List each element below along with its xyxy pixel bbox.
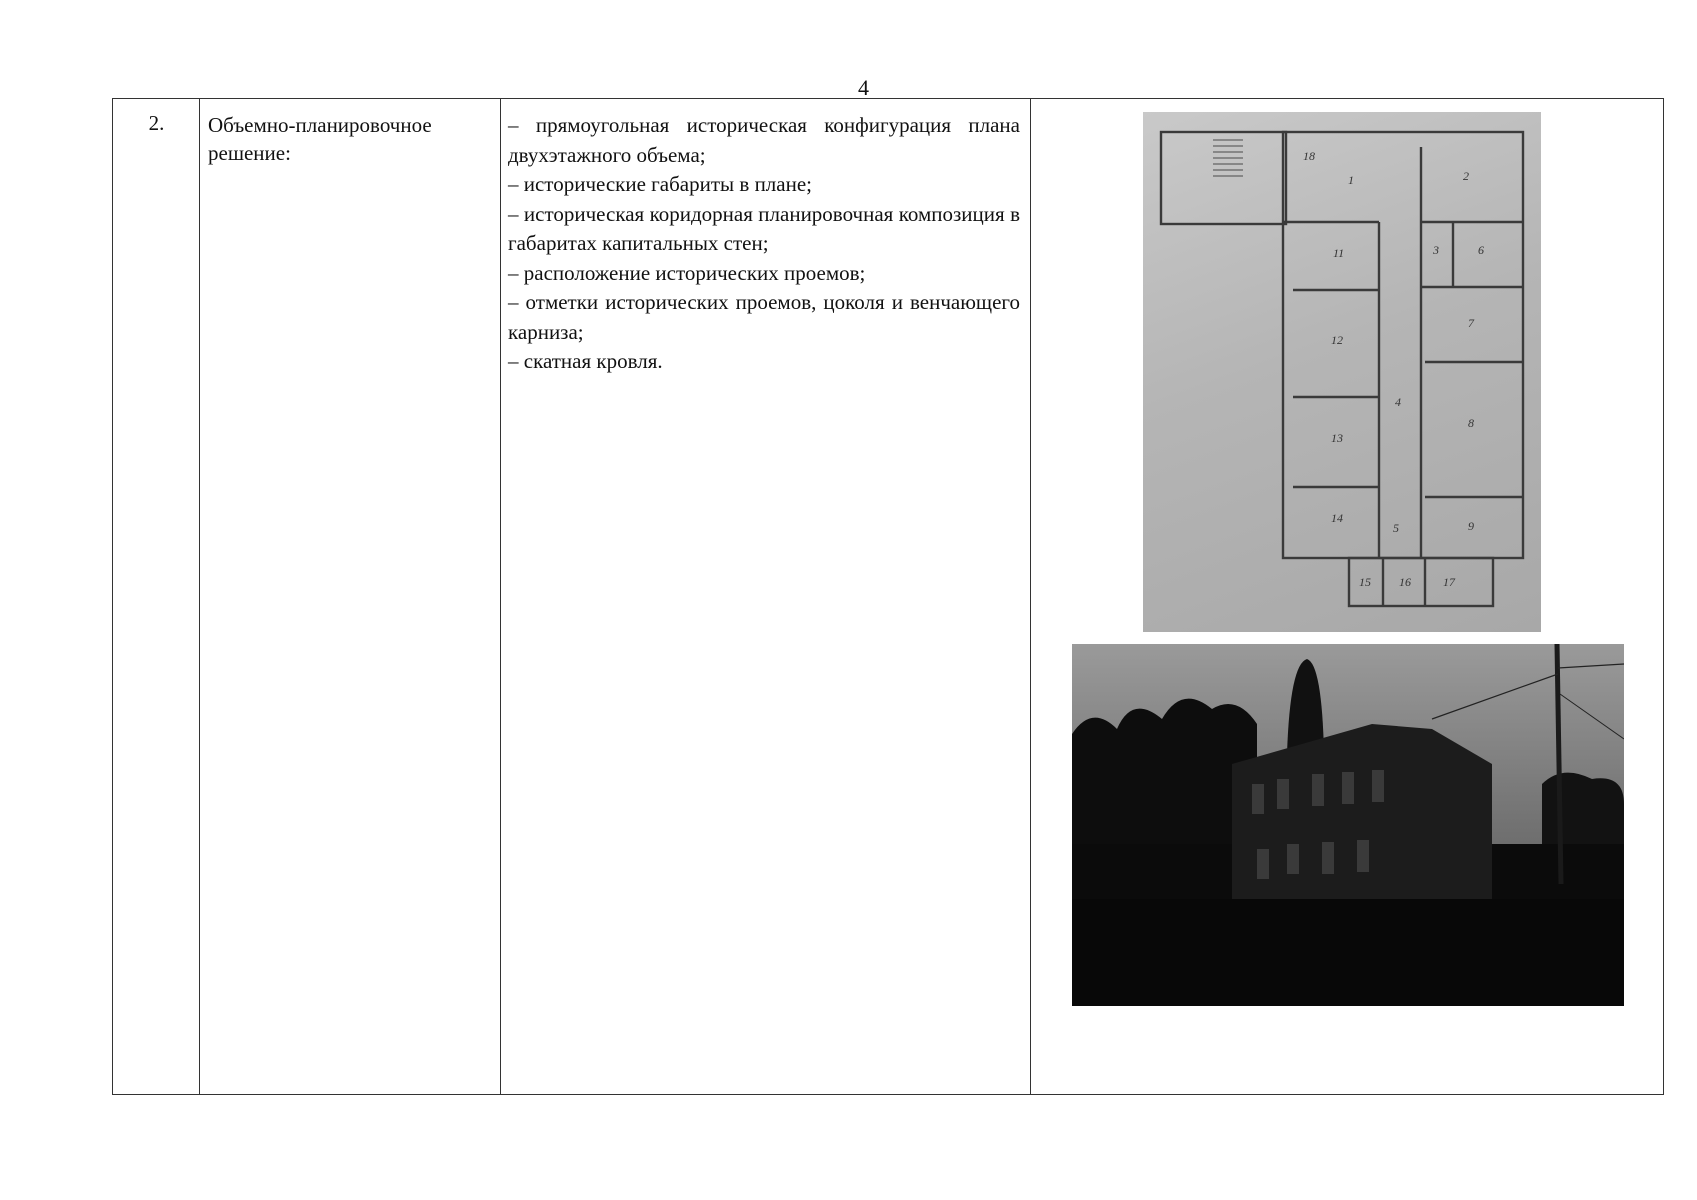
room-label: 11 xyxy=(1333,246,1345,260)
description-item: – расположение исторических проемов; xyxy=(508,260,866,285)
column-description xyxy=(501,99,1031,1094)
plan-outer-wall xyxy=(1283,132,1523,558)
room-label: 2 xyxy=(1463,169,1469,183)
room-label: 13 xyxy=(1331,431,1343,445)
room-label: 1 xyxy=(1348,173,1354,187)
room-label: 6 xyxy=(1478,243,1484,257)
room-label: 15 xyxy=(1359,575,1371,589)
description-item: – скатная кровля. xyxy=(508,349,663,373)
description-item: – отметки исторических проемов, цоколя и венчающего карниза; xyxy=(508,290,1020,344)
floor-plan-drawing xyxy=(1143,112,1541,632)
room-label: 16 xyxy=(1399,575,1411,589)
room-label: 7 xyxy=(1468,316,1474,330)
description-item: – исторические габариты в плане; xyxy=(508,172,812,196)
page-number: 4 xyxy=(858,75,869,100)
room-label: 12 xyxy=(1331,333,1343,347)
room-label: 8 xyxy=(1468,416,1474,430)
building-photo xyxy=(1072,644,1624,1006)
plan-stairs xyxy=(1213,140,1243,176)
building-photo-drawing xyxy=(1072,644,1624,1006)
room-label: 4 xyxy=(1395,395,1401,409)
floor-plan-image xyxy=(1143,112,1541,632)
room-label: 18 xyxy=(1303,149,1315,163)
room-label: 5 xyxy=(1393,521,1399,535)
description-item: – историческая коридорная планировочная композиция в габаритах капитальных стен; xyxy=(508,201,1020,255)
room-label: 9 xyxy=(1468,519,1474,533)
room-label: 3 xyxy=(1433,243,1439,257)
row-name: Объемно-планировочное решение: xyxy=(208,113,432,165)
column-number xyxy=(113,99,200,1094)
description-item: – прямоугольная историческая конфигурация плана двухэтажного объема; xyxy=(508,113,1020,167)
room-label: 17 xyxy=(1443,575,1455,589)
row-number: 2. xyxy=(148,111,165,135)
column-name xyxy=(200,99,501,1094)
description-list xyxy=(508,111,1020,377)
room-label: 14 xyxy=(1331,511,1343,525)
